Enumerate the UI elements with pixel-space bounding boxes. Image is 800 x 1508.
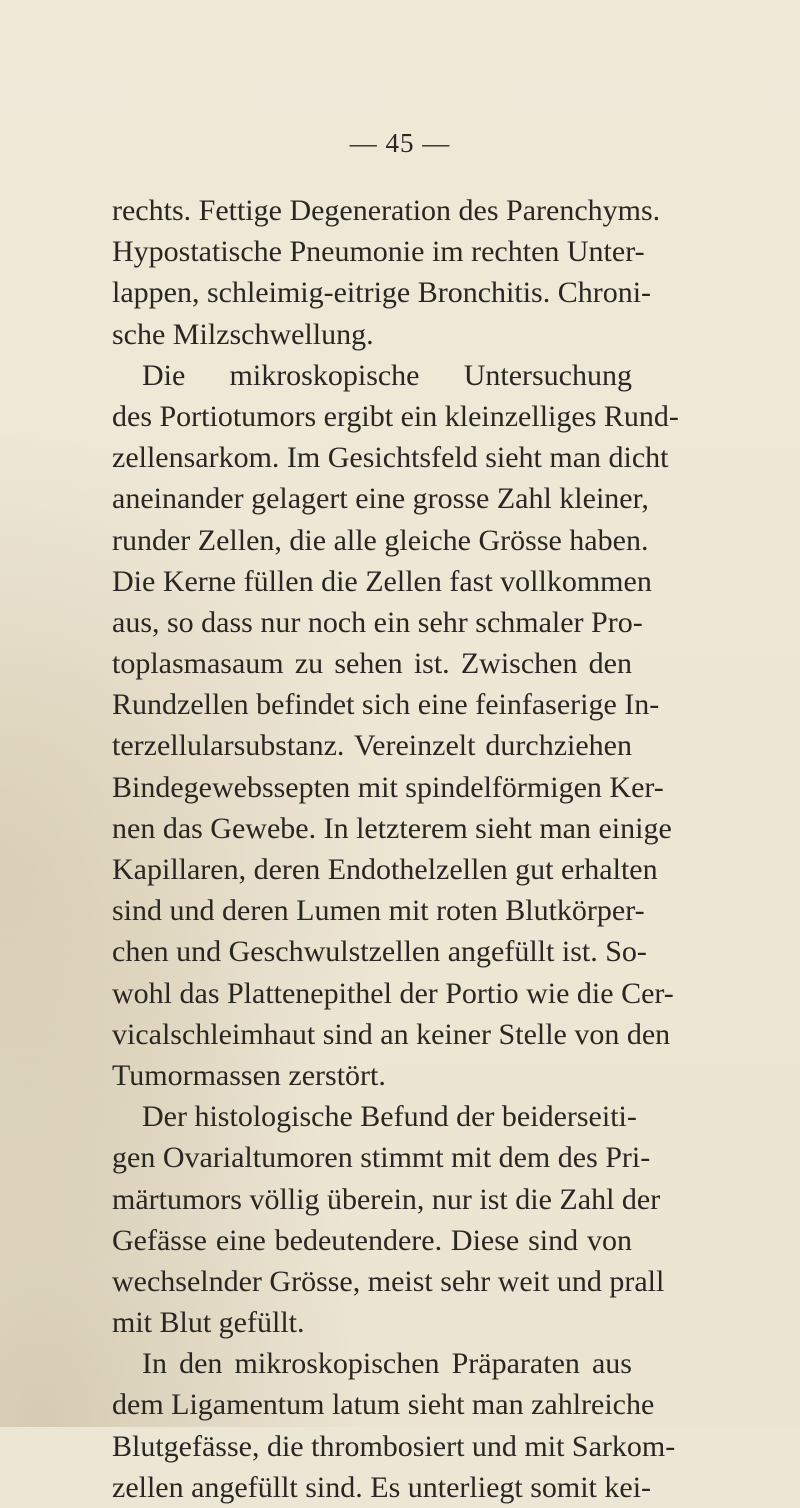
text-line: In den mikroskopischen Präparaten aus (142, 1347, 632, 1381)
text-line: Blutgefässe, die thrombosiert und mit Sarkom- (112, 1429, 676, 1463)
text-line: Tumormassen zerstört. (112, 1058, 386, 1092)
text-line: rechts. Fettige Degeneration des Parenchyms. (112, 194, 661, 227)
text-line: chen und Geschwulstzellen angefüllt ist. So- (112, 935, 647, 969)
text-line: Die mikroskopische Untersuchung (142, 358, 632, 392)
text-line: nen das Gewebe. In letzterem sieht man einige (112, 811, 672, 845)
text-line: Rundzellen befindet sich eine feinfaserige In- (112, 688, 660, 722)
text-line: märtumors völlig überein, nur ist die Zahl der (112, 1182, 661, 1216)
text-line: terzellularsubstanz. Vereinzelt durchziehen (112, 729, 632, 763)
text-line: sche Milzschwellung. (112, 317, 374, 351)
text-line: des Portiotumors ergibt ein kleinzelliges Rund- (112, 399, 679, 433)
text-line: Der histologische Befund der beiderseiti- (142, 1100, 637, 1134)
text-line: aus, so dass nur noch ein sehr schmaler Pro- (112, 605, 643, 639)
text-line: Die Kerne füllen die Zellen fast vollkommen (112, 564, 652, 598)
text-line: wechselnder Grösse, meist sehr weit und prall (112, 1264, 665, 1298)
text-line: zellen angefüllt sind. Es unterliegt somit kei- (112, 1470, 652, 1504)
text-line: aneinander gelagert eine grosse Zahl kleiner, (112, 482, 649, 516)
text-line: Gefässe eine bedeutendere. Diese sind von (112, 1223, 632, 1257)
text-line: toplasmasaum zu sehen ist. Zwischen den (112, 647, 632, 681)
body-text (112, 190, 679, 1508)
text-line: runder Zellen, die alle gleiche Grösse haben. (112, 523, 649, 557)
text-line: zellensarkom. Im Gesichtsfeld sieht man dicht (112, 441, 669, 475)
text-line: gen Ovarialtumoren stimmt mit dem des Pri- (112, 1141, 651, 1175)
text-line: vicalschleimhaut sind an keiner Stelle von den (112, 1017, 671, 1051)
text-line: Hypostatische Pneumonie im rechten Unter- (112, 235, 645, 269)
text-line: Kapillaren, deren Endothelzellen gut erhalten (112, 853, 658, 886)
text-line: dem Ligamentum latum sieht man zahlreiche (112, 1388, 655, 1422)
text-line: mit Blut gefüllt. (112, 1306, 305, 1340)
text-line: lappen, schleimig-eitrige Bronchitis. Chroni- (112, 276, 652, 310)
text-line: Bindegewebssepten mit spindelförmigen Ker- (112, 770, 664, 804)
text-line: wohl das Plattenepithel der Portio wie die Cer- (112, 976, 674, 1010)
page-number: — 45 — (349, 128, 451, 158)
text-line: sind und deren Lumen mit roten Blutkörper- (112, 894, 645, 928)
